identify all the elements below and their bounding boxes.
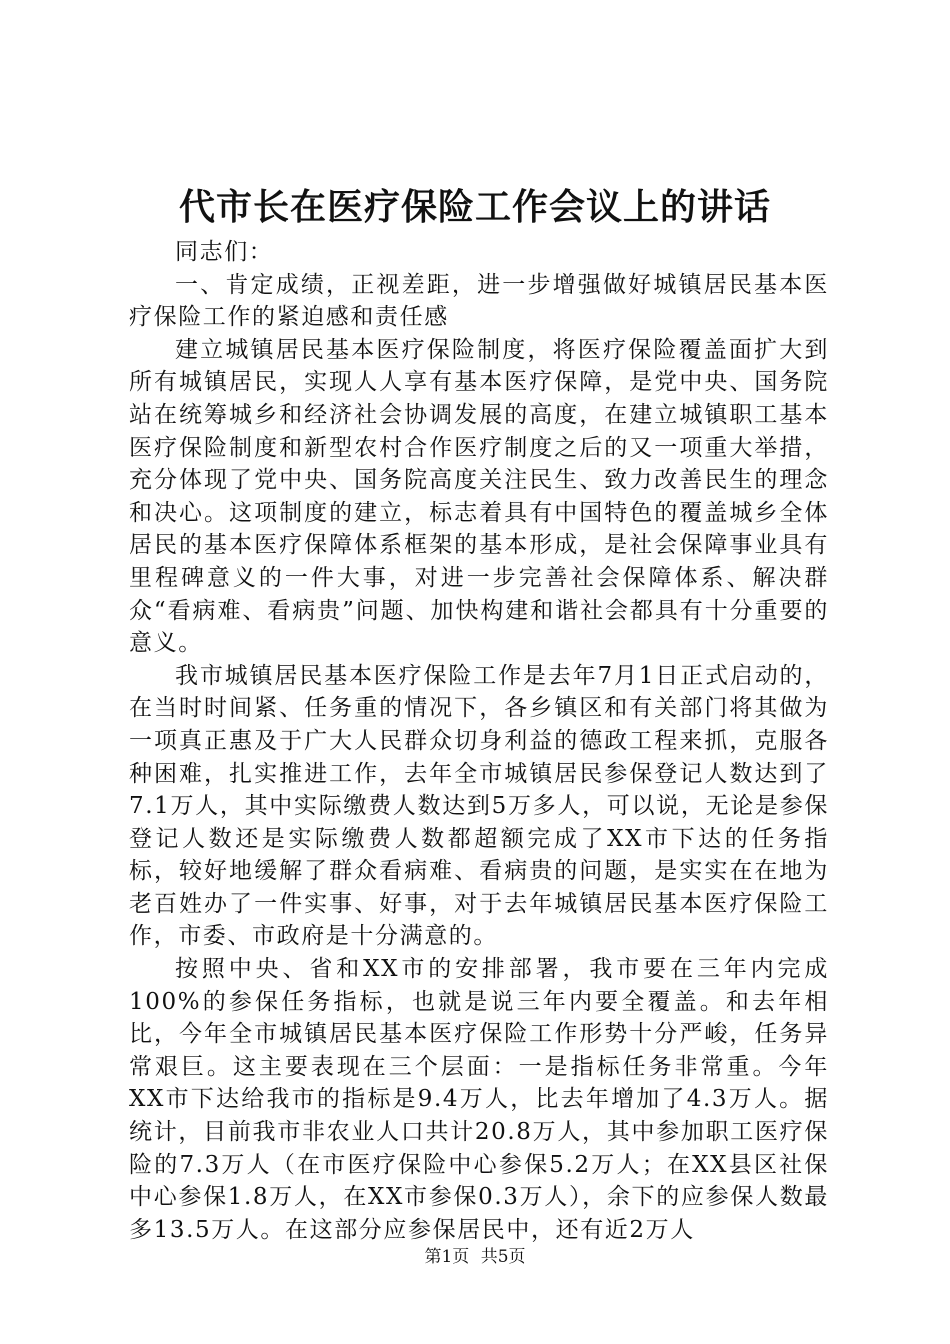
body-paragraph: 建立城镇居民基本医疗保险制度，将医疗保险覆盖面扩大到所有城镇居民，实现人人享有基本医疗保障，是党中央、国务院站在统筹城乡和经济社会协调发展的高度，在建立城镇职工基本医疗保险制度和新型农村合作医疗制度之后的又一项重大举措，充分体现了党中央、国务院高度关注民生、致力改善民生的理念和决心。这项制度的建立，标志着具有中国特色的覆盖城乡全体居民的基本医疗保障体系框架的基本形成，是社会保障事业具有里程碑意义的一件大事，对进一步完善社会保障体系、解决群众“看病难、看病贵”问题、加快构建和谐社会都具有十分重要的意义。 [129,336,829,657]
page-number-footer: 第1页 共5页 [424,1247,526,1267]
body-paragraph: 我市城镇居民基本医疗保险工作是去年7月1日正式启动的，在当时时间紧、任务重的情况下，各乡镇区和有关部门将其做为一项真正惠及于广大人民群众切身利益的德政工程来抓，克服各种困难，扎实推进工作，去年全市城镇居民参保登记人数达到了7.1万人，其中实际缴费人数达到5万多人，可以说，无论是参保登记人数还是实际缴费人数都超额完成了XX市下达的任务指标，较好地缓解了群众看病难、看病贵的问题，是实实在在地为老百姓办了一件实事、好事，对于去年城镇居民基本医疗保险工作，市委、市政府是十分满意的。 [129,662,829,950]
section-heading: 一、肯定成绩，正视差距，进一步增强做好城镇居民基本医疗保险工作的紧迫感和责任感 [129,271,829,331]
document-body [129,236,829,1246]
salutation: 同志们： [175,239,274,265]
document-title: 代市长在医疗保险工作会议上的讲话 [178,186,771,228]
body-paragraph: 按照中央、省和XX市的安排部署，我市要在三年内完成100%的参保任务指标，也就是说三年内要全覆盖。和去年相比，今年全市城镇居民基本医疗保险工作形势十分严峻，任务异常艰巨。这主要表现在三个层面：一是指标任务非常重。今年XX市下达给我市的指标是9.4万人，比去年增加了4.3万人。据统计，目前我市非农业人口共计20.8万人，其中参加职工医疗保险的7.3万人（在市医疗保险中心参保5.2万人；在XX县区社保中心参保1.8万人，在XX市参保0.3万人），余下的应参保人数最多13.5万人。在这部分应参保居民中，还有近2万人 [129,956,829,1243]
